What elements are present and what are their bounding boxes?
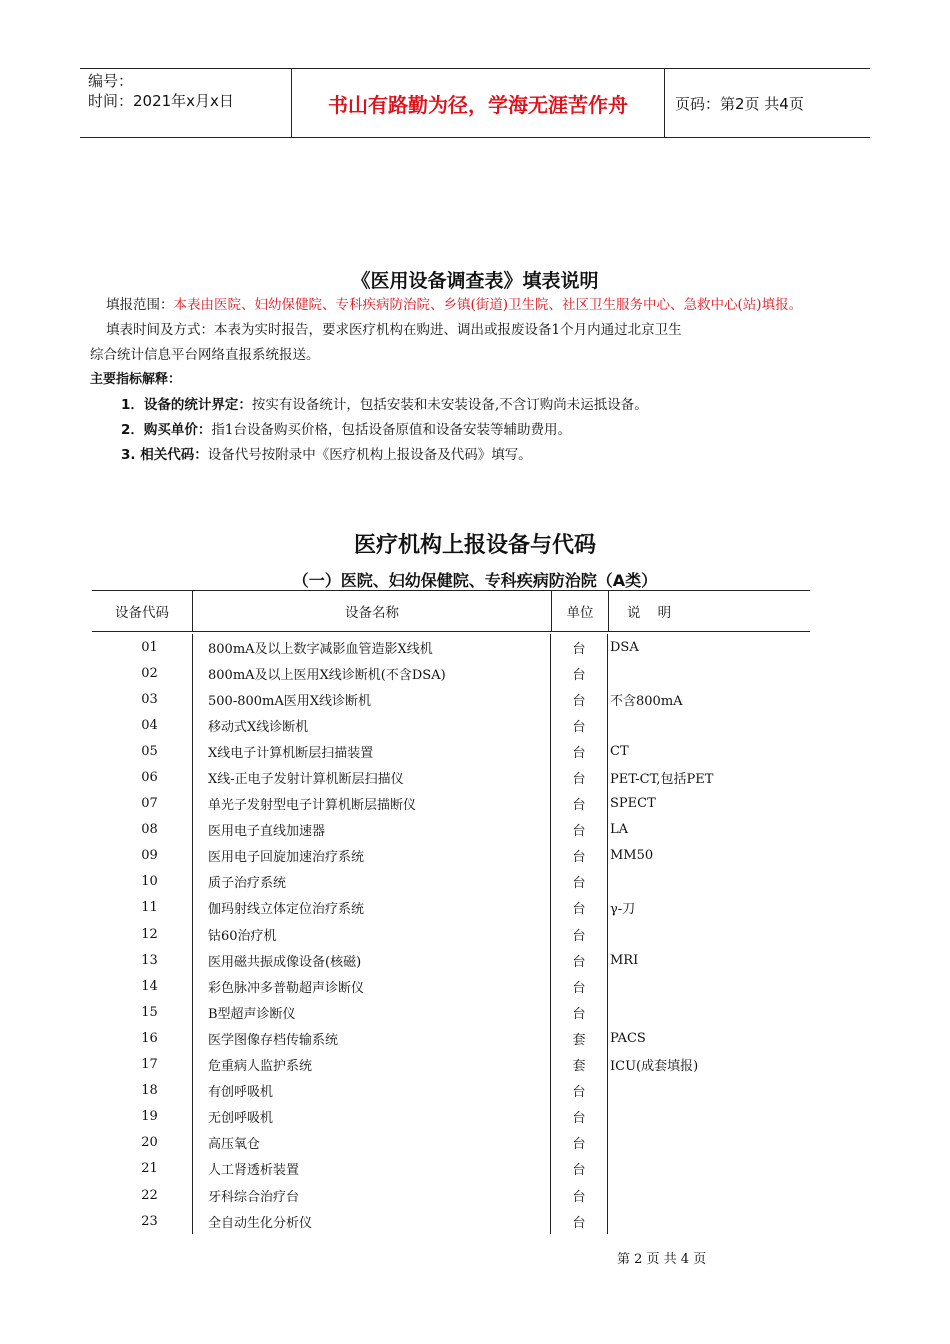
table-header [92,591,810,632]
equipment-unit: 台 [550,634,607,660]
page-footer: 第 2 页 共 4 页 [617,1252,707,1267]
indicator-label: 3. 相关代码： [121,447,208,463]
equipment-note [607,1182,810,1208]
equipment-note [607,1156,810,1182]
equipment-unit: 台 [550,1130,607,1156]
equipment-unit: 台 [550,1104,607,1130]
table-row [92,1078,810,1104]
equipment-note [607,712,810,738]
indicators-title: 主要指标解释： [90,372,182,387]
equipment-name: 无创呼吸机 [192,1104,550,1130]
table-row [92,843,810,869]
table-row [92,869,810,895]
equipment-name: 人工肾透析装置 [192,1156,550,1182]
table-row [92,1130,810,1156]
equipment-code: 08 [141,822,158,838]
equipment-unit: 台 [550,921,607,947]
indicator-label: 1．设备的统计界定： [121,397,252,413]
equipment-note [607,973,810,999]
equipment-note [607,921,810,947]
equipment-code: 09 [141,848,158,864]
equipment-note: LA [607,817,810,843]
equipment-unit: 台 [550,686,607,712]
equipment-note: SPECT [607,791,810,817]
catalog-subtitle: （一）医院、妇幼保健院、专科疾病防治院（A类） [292,571,658,590]
equipment-code: 16 [141,1030,158,1046]
equipment-name: 医用磁共振成像设备(核磁) [192,947,550,973]
scope-line [106,296,802,314]
equipment-unit: 台 [550,1182,607,1208]
motto-text: 书山有路勤为径，学海无涯苦作舟 [328,92,628,117]
column-header-code: 设备代码 [115,605,169,621]
table-row [92,973,810,999]
table-row [92,738,810,764]
equipment-name: 伽玛射线立体定位治疗系统 [192,895,550,921]
equipment-note [607,660,810,686]
time-label: 时间：2021年x月x日 [88,92,234,110]
equipment-name: 有创呼吸机 [192,1078,550,1104]
equipment-note [607,869,810,895]
equipment-code: 12 [141,926,158,942]
equipment-code: 20 [141,1135,158,1151]
equipment-name: 移动式X线诊断机 [192,712,550,738]
page-info-cell [665,69,870,137]
equipment-unit: 台 [550,817,607,843]
equipment-unit: 套 [550,1052,607,1078]
equipment-unit: 台 [550,947,607,973]
catalog-title: 医疗机构上报设备与代码 [353,533,596,558]
equipment-name: 医用电子回旋加速治疗系统 [192,843,550,869]
equipment-name: 彩色脉冲多普勒超声诊断仪 [192,973,550,999]
indicator-item [121,421,571,439]
equipment-note: ICU(成套填报) [607,1052,810,1078]
equipment-unit: 台 [550,1078,607,1104]
equipment-unit: 台 [550,869,607,895]
table-row [92,791,810,817]
indicator-item [121,396,648,414]
equipment-note: 不含800mA [607,686,810,712]
equipment-name: 500-800mA医用X线诊断机 [192,686,550,712]
equipment-code: 14 [141,978,158,994]
column-header-note: 说 明 [608,591,810,631]
equipment-name: 危重病人监护系统 [192,1052,550,1078]
column-header-unit: 单位 [551,591,608,631]
equipment-name: 800mA及以上医用X线诊断机(不含DSA) [192,660,550,686]
equipment-name: X线电子计算机断层扫描装置 [192,738,550,764]
equipment-code: 02 [141,665,158,681]
indicator-text: 设备代号按附录中《医疗机构上报设备及代码》填写。 [207,447,532,463]
indicator-text: 指1台设备购买价格，包括设备原值和设备安装等辅助费用。 [211,422,571,438]
equipment-code: 18 [141,1083,158,1099]
equipment-note: DSA [607,634,810,660]
table-row [92,947,810,973]
equipment-code: 11 [141,900,158,916]
equipment-code: 04 [141,717,158,733]
table-row [92,1104,810,1130]
table-row [92,1182,810,1208]
equipment-unit: 台 [550,999,607,1025]
header-left-cell [80,69,291,137]
table-row [92,921,810,947]
equipment-note [607,1078,810,1104]
equipment-unit: 台 [550,738,607,764]
table-row [92,999,810,1025]
equipment-unit: 台 [550,791,607,817]
equipment-name: 牙科综合治疗台 [192,1182,550,1208]
equipment-name: X线-正电子发射计算机断层扫描仪 [192,764,550,790]
equipment-code: 22 [141,1187,158,1203]
equipment-name: 钴60治疗机 [192,921,550,947]
equipment-name: 高压氧仓 [192,1130,550,1156]
scope-text: 本表由医院、妇幼保健院、专科疾病防治院、乡镇(街道)卫生院、社区卫生服务中心、急救中心(站)填报。 [173,297,803,313]
number-label: 编号： [88,72,134,90]
table-body [92,632,810,1236]
equipment-note [607,1104,810,1130]
equipment-unit: 台 [550,764,607,790]
table-row [92,1052,810,1078]
equipment-code: 13 [141,952,158,968]
equipment-unit: 台 [550,660,607,686]
equipment-note [607,999,810,1025]
time-method-line-2: 综合统计信息平台网络直报系统报送。 [90,347,320,363]
equipment-note: CT [607,738,810,764]
equipment-unit: 台 [550,1208,607,1234]
equipment-code: 10 [141,874,158,890]
equipment-unit: 台 [550,973,607,999]
equipment-note: MRI [607,947,810,973]
table-row [92,634,810,660]
equipment-name: 医学图像存档传输系统 [192,1025,550,1051]
table-row [92,764,810,790]
indicator-text: 按实有设备统计，包括安装和未安装设备,不含订购尚未运抵设备。 [251,397,648,413]
equipment-code: 05 [141,743,158,759]
scope-label: 填报范围： [106,297,174,313]
equipment-name: 单光子发射型电子计算机断层描断仪 [192,791,550,817]
table-row [92,1025,810,1051]
table-row [92,1156,810,1182]
equipment-code: 06 [141,770,158,786]
column-header-name: 设备名称 [192,591,551,631]
equipment-code: 23 [141,1213,158,1229]
table-row [92,660,810,686]
equipment-unit: 台 [550,712,607,738]
equipment-name: 800mA及以上数字减影血管造影X线机 [192,634,550,660]
equipment-note: MM50 [607,843,810,869]
equipment-code: 03 [141,691,158,707]
table-row [92,686,810,712]
time-method-line-1: 填表时间及方式：本表为实时报告，要求医疗机构在购进、调出或报废设备1个月内通过北京卫生 [106,322,682,338]
equipment-name: 医用电子直线加速器 [192,817,550,843]
equipment-code: 17 [141,1057,158,1073]
equipment-unit: 套 [550,1025,607,1051]
equipment-code: 07 [141,796,158,812]
equipment-unit: 台 [550,843,607,869]
page-info-text: 页码：第2页 共4页 [675,94,804,113]
table-row [92,895,810,921]
indicator-label: 2．购买单价： [121,422,212,438]
equipment-code: 15 [141,1004,158,1020]
equipment-note: γ-刀 [607,895,810,921]
page-header [80,68,870,138]
equipment-unit: 台 [550,1156,607,1182]
equipment-note: PET-CT,包括PET [607,764,810,790]
indicator-item [121,446,532,464]
equipment-code: 19 [141,1109,158,1125]
motto-cell [291,69,665,137]
instructions-title: 《医用设备调查表》填表说明 [351,270,599,292]
table-row [92,817,810,843]
equipment-note: PACS [607,1025,810,1051]
equipment-name: 质子治疗系统 [192,869,550,895]
equipment-note [607,1208,810,1234]
equipment-code: 01 [141,639,158,655]
equipment-name: B型超声诊断仪 [192,999,550,1025]
table-row [92,712,810,738]
equipment-note [607,1130,810,1156]
equipment-unit: 台 [550,895,607,921]
equipment-code: 21 [141,1161,158,1177]
equipment-table [92,590,810,1236]
equipment-name: 全自动生化分析仪 [192,1208,550,1234]
table-row [92,1208,810,1234]
